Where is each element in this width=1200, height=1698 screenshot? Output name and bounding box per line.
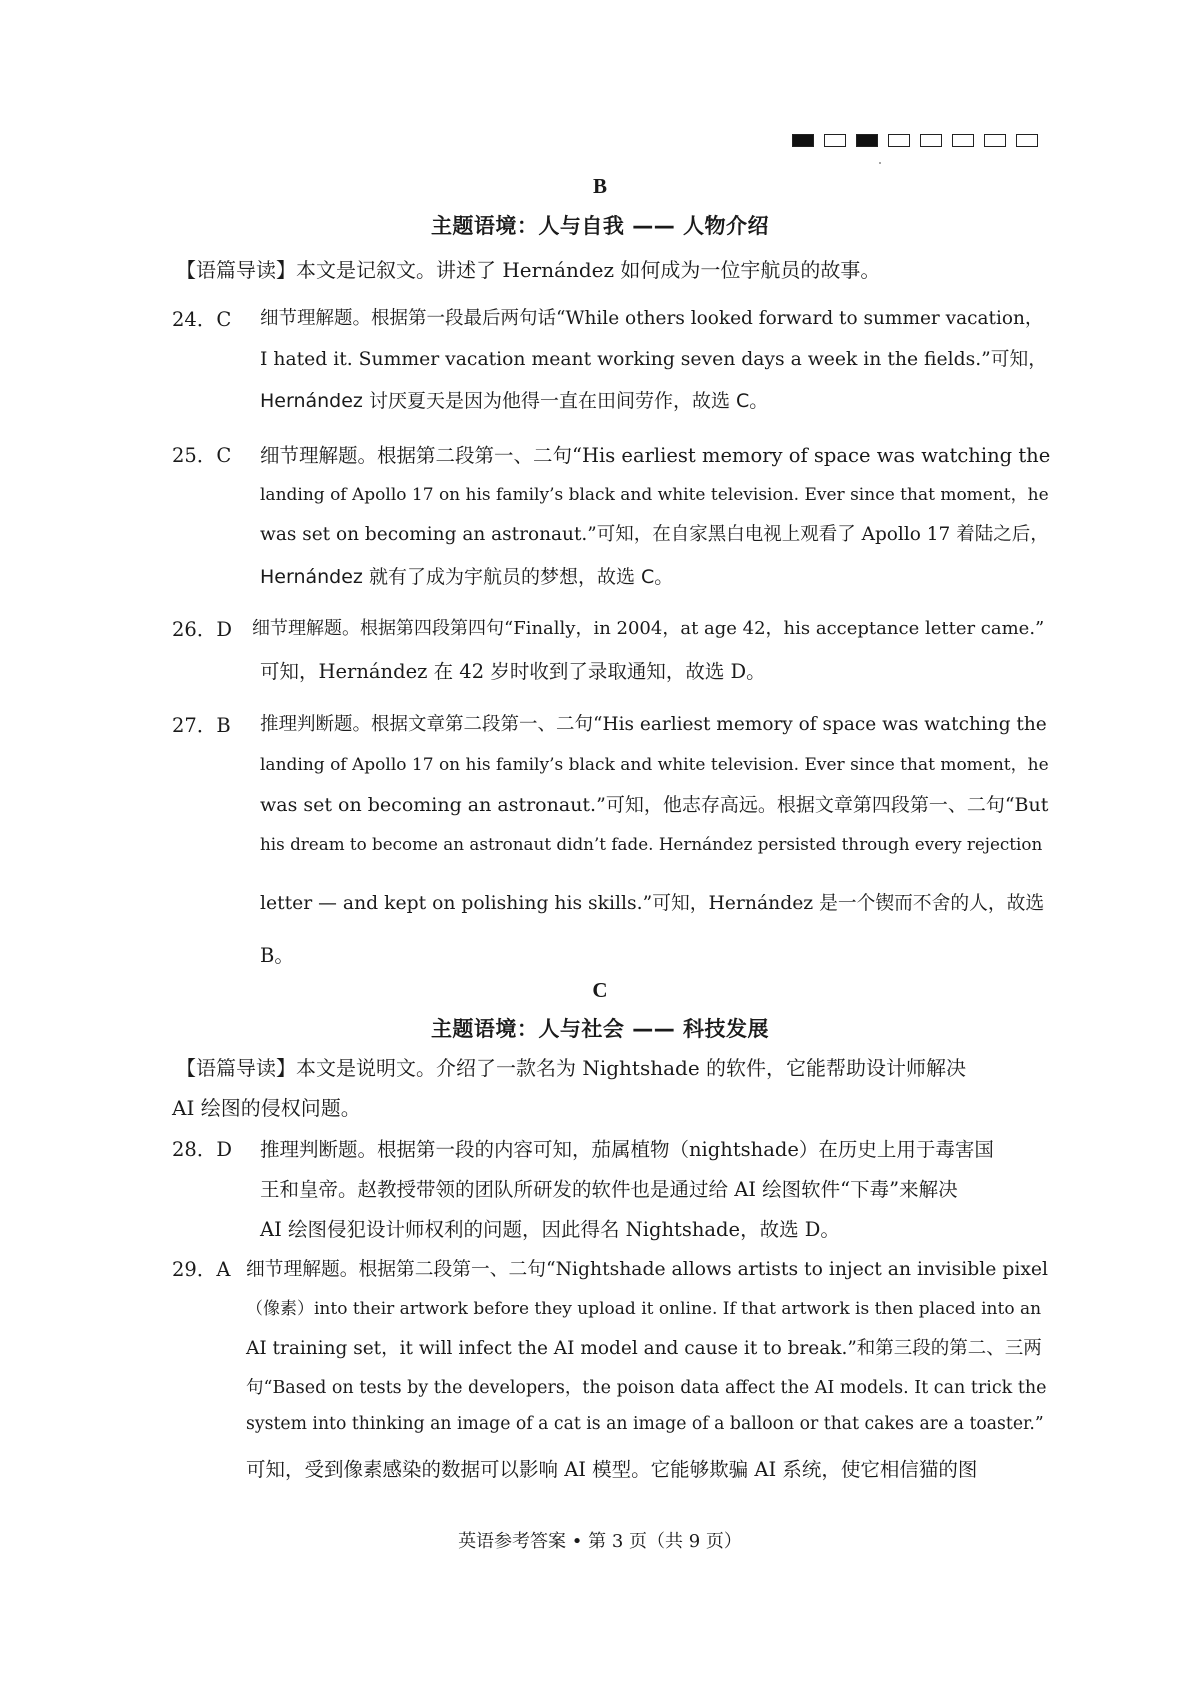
answer-line: B。: [260, 944, 294, 967]
answer-line: 细节理解题。根据第二段第一、二句“Nightshade allows artists to inject an invisible pixel: [246, 1259, 1049, 1280]
question-24-number: 24．C: [172, 308, 232, 331]
section-b-theme: 主题语境：人与自我 —— 人物介绍: [430, 214, 770, 238]
section-b-letter: B: [592, 174, 607, 198]
section-c-theme: 主题语境：人与社会 —— 科技发展: [430, 1017, 770, 1041]
answer-line: 可知，Hernández 在 42 岁时收到了录取通知，故选 D。: [260, 660, 766, 683]
answer-line: landing of Apollo 17 on his family’s black and white television. Ever since that moment，he: [260, 485, 1049, 505]
question-29-number: 29．A: [172, 1258, 231, 1281]
indicator-square-8: [1016, 134, 1038, 147]
answer-line: Hernández 讨厌夏天是因为他得一直在田间劳作，故选 C。: [260, 390, 769, 412]
answer-line: 推理判断题。根据第一段的内容可知，茄属植物（nightshade）在历史上用于毒害国: [260, 1138, 994, 1161]
answer-line: AI 绘图侵犯设计师权利的问题，因此得名 Nightshade，故选 D。: [260, 1218, 840, 1241]
question-26-number: 26．D: [172, 618, 232, 641]
section-c-intro-line1: 【语篇导读】本文是说明文。介绍了一款名为 Nightshade 的软件，它能帮助设计师解决: [176, 1056, 967, 1080]
page-indicator-squares: [792, 134, 1038, 147]
question-25-number: 25．C: [172, 444, 232, 467]
answer-line: was set on becoming an astronaut.”可知，在自家黑白电视上观看了 Apollo 17 着陆之后，: [260, 524, 1049, 545]
indicator-square-4: [888, 134, 910, 147]
indicator-square-2: [824, 134, 846, 147]
answer-line: system into thinking an image of a cat is an image of a balloon or that cakes are a toaster.”: [246, 1414, 1044, 1434]
indicator-square-6: [952, 134, 974, 147]
answer-line: Hernández 就有了成为宇航员的梦想，故选 C。: [260, 566, 674, 588]
answer-line: （像素）into their artwork before they upload it online. If that artwork is then placed into an: [246, 1299, 1042, 1319]
answer-line: 细节理解题。根据第二段第一、二句“His earliest memory of space was watching the: [260, 444, 1051, 467]
section-b-intro: 【语篇导读】本文是记叙文。讲述了 Hernández 如何成为一位宇航员的故事。: [176, 258, 881, 282]
page-footer: 英语参考答案 • 第 3 页（共 9 页）: [458, 1531, 742, 1552]
answer-line: landing of Apollo 17 on his family’s black and white television. Ever since that moment，he: [260, 755, 1049, 775]
indicator-square-1: [792, 134, 814, 147]
indicator-square-7: [984, 134, 1006, 147]
answer-line: AI training set，it will infect the AI model and cause it to break.”和第三段的第二、三两: [246, 1338, 1042, 1359]
answer-line: 细节理解题。根据第四段第四句“Finally，in 2004，at age 42，his acceptance letter came.”: [252, 618, 1045, 639]
answer-line: letter — and kept on polishing his skills.”可知，Hernández 是一个锲而不舍的人，故选: [260, 893, 1045, 914]
answer-line: I hated it. Summer vacation meant working seven days a week in the fields.”可知，: [260, 349, 1048, 370]
answer-line: 可知，受到像素感染的数据可以影响 AI 模型。它能够欺骗 AI 系统，使它相信猫的图: [246, 1458, 978, 1481]
section-c-letter: C: [592, 978, 608, 1002]
section-c-intro-line2: AI 绘图的侵权问题。: [172, 1096, 361, 1120]
answer-line: 细节理解题。根据第一段最后两句话“While others looked forward to summer vacation，: [260, 308, 1044, 329]
question-28-number: 28．D: [172, 1138, 232, 1161]
answer-line: was set on becoming an astronaut.”可知，他志存高远。根据文章第四段第一、二句“But: [260, 794, 1049, 816]
answer-line: his dream to become an astronaut didn’t fade. Hernández persisted through every rejection: [260, 834, 1043, 854]
indicator-square-3: [856, 134, 878, 147]
answer-line: 推理判断题。根据文章第二段第一、二句“His earliest memory of space was watching the: [260, 714, 1047, 735]
answer-line: 王和皇帝。赵教授带领的团队所研发的软件也是通过给 AI 绘图软件“下毒”来解决: [260, 1178, 958, 1201]
answer-line: 句“Based on tests by the developers，the poison data affect the AI models. It can trick the: [246, 1378, 1047, 1398]
speck-mark: [879, 162, 881, 164]
indicator-square-5: [920, 134, 942, 147]
question-27-number: 27．B: [172, 714, 231, 737]
